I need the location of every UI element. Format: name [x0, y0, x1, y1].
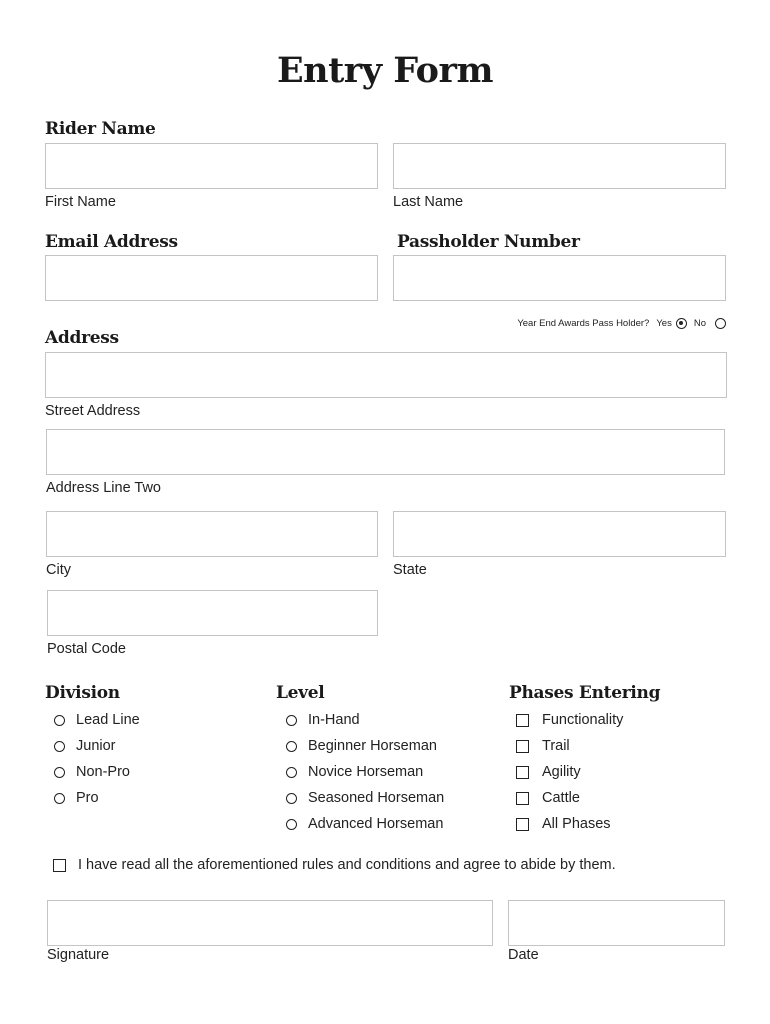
- address-line-two-input[interactable]: [46, 429, 725, 475]
- radio-icon[interactable]: [286, 767, 297, 778]
- year-end-no-label: No: [693, 318, 706, 329]
- address-line-two-caption: Address Line Two: [46, 480, 161, 496]
- phases-heading: Phases Entering: [509, 683, 661, 703]
- year-end-question: Year End Awards Pass Holder?: [517, 318, 650, 329]
- radio-icon[interactable]: [54, 767, 65, 778]
- page-title: Entry Form: [276, 50, 493, 91]
- first-name-caption: First Name: [45, 194, 116, 210]
- email-input[interactable]: [45, 255, 378, 301]
- level-option[interactable]: Novice Horseman: [286, 764, 423, 780]
- year-end-no-radio[interactable]: [715, 318, 726, 329]
- last-name-caption: Last Name: [393, 194, 464, 210]
- state-caption: State: [393, 562, 427, 578]
- radio-icon[interactable]: [54, 793, 65, 804]
- division-option[interactable]: Non-Pro: [54, 764, 130, 780]
- year-end-yes-radio[interactable]: [676, 318, 687, 329]
- postal-code-caption: Postal Code: [47, 641, 126, 657]
- year-end-yes-label: Yes: [656, 318, 672, 329]
- passholder-input[interactable]: [393, 255, 726, 301]
- phase-option[interactable]: Functionality: [516, 712, 623, 728]
- phase-option[interactable]: Agility: [516, 764, 581, 780]
- last-name-input[interactable]: [393, 143, 726, 189]
- street-address-caption: Street Address: [45, 403, 141, 419]
- phase-option[interactable]: All Phases: [516, 816, 611, 832]
- signature-caption: Signature: [47, 947, 110, 963]
- radio-icon[interactable]: [54, 741, 65, 752]
- checkbox-icon[interactable]: [516, 740, 529, 753]
- phase-option[interactable]: Cattle: [516, 790, 580, 806]
- radio-icon[interactable]: [54, 715, 65, 726]
- agreement-text: I have read all the aforementioned rules and conditions and agree to abide by them.: [78, 857, 616, 873]
- email-heading: Email Address: [45, 232, 178, 252]
- checkbox-icon[interactable]: [516, 714, 529, 727]
- postal-code-input[interactable]: [47, 590, 378, 636]
- radio-icon[interactable]: [286, 793, 297, 804]
- division-option[interactable]: Lead Line: [54, 712, 140, 728]
- level-option[interactable]: Beginner Horseman: [286, 738, 437, 754]
- address-heading: Address: [45, 328, 119, 348]
- level-heading: Level: [276, 683, 325, 703]
- date-caption: Date: [508, 947, 539, 963]
- signature-input[interactable]: [47, 900, 493, 946]
- rider-name-heading: Rider Name: [45, 119, 156, 139]
- agreement-checkbox[interactable]: [53, 859, 66, 872]
- radio-icon[interactable]: [286, 715, 297, 726]
- checkbox-icon[interactable]: [516, 766, 529, 779]
- division-heading: Division: [45, 683, 120, 703]
- city-input[interactable]: [46, 511, 378, 557]
- radio-icon[interactable]: [286, 741, 297, 752]
- radio-icon[interactable]: [286, 819, 297, 830]
- passholder-heading: Passholder Number: [397, 232, 580, 252]
- level-option[interactable]: Advanced Horseman: [286, 816, 443, 832]
- phase-option[interactable]: Trail: [516, 738, 570, 754]
- date-input[interactable]: [508, 900, 725, 946]
- checkbox-icon[interactable]: [516, 792, 529, 805]
- street-address-input[interactable]: [45, 352, 727, 398]
- year-end-awards-row: [430, 318, 726, 329]
- first-name-input[interactable]: [45, 143, 378, 189]
- state-input[interactable]: [393, 511, 726, 557]
- agreement-row[interactable]: [53, 857, 616, 873]
- division-option[interactable]: Junior: [54, 738, 116, 754]
- checkbox-icon[interactable]: [516, 818, 529, 831]
- level-option[interactable]: Seasoned Horseman: [286, 790, 444, 806]
- level-option[interactable]: In-Hand: [286, 712, 360, 728]
- division-option[interactable]: Pro: [54, 790, 99, 806]
- city-caption: City: [46, 562, 71, 578]
